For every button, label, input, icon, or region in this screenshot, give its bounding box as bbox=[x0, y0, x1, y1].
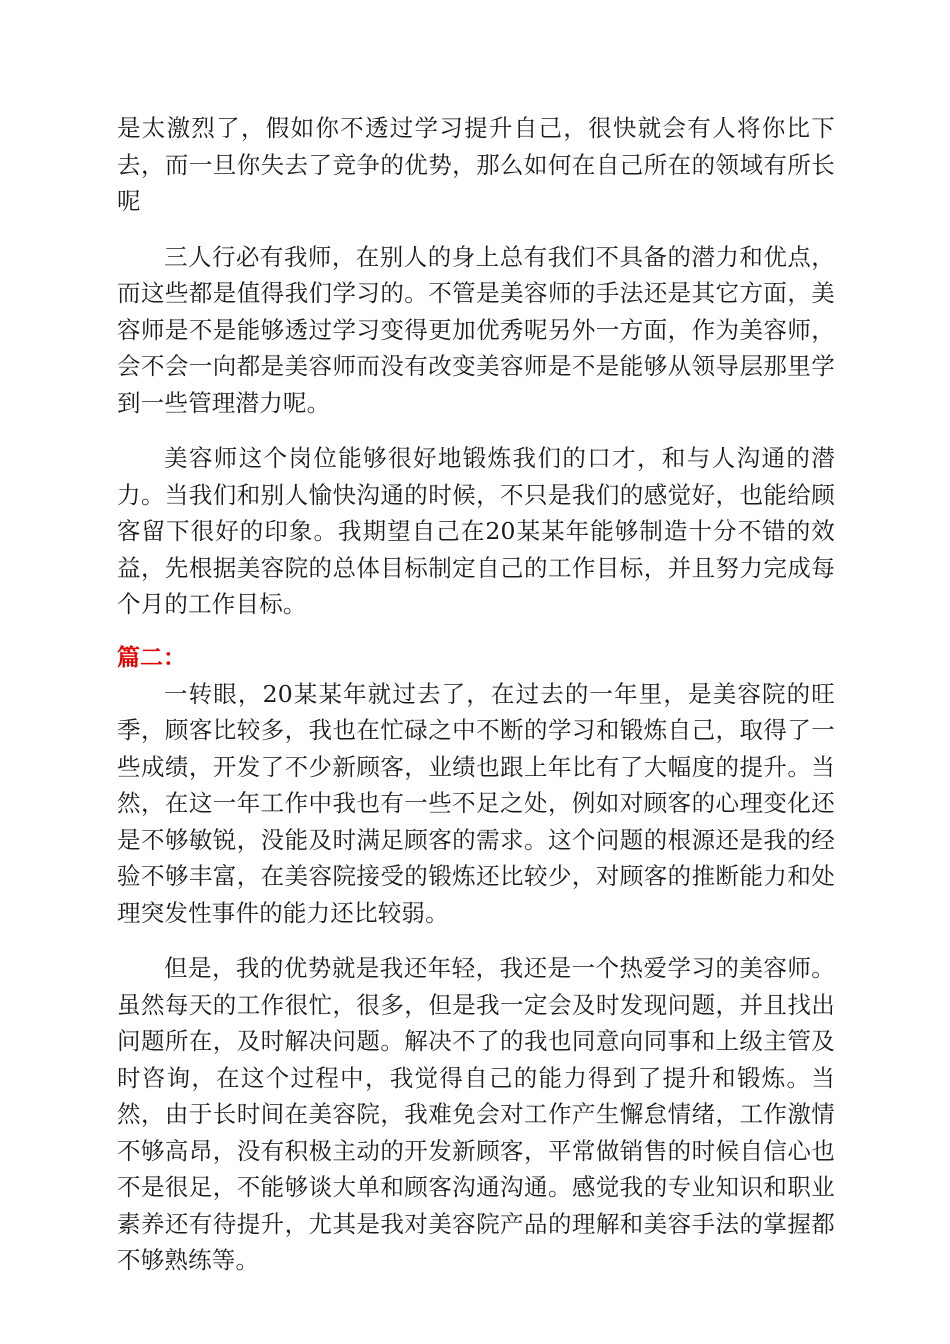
paragraph-communication-goals: 美容师这个岗位能够很好地锻炼我们的口才，和与人沟通的潜力。当我们和别人愉快沟通的时候，不只是我们的感觉好，也能给顾客留下很好的印象。我期望自己在20某某年能够制造十分不错的效益，先根据美容院的总体目标制定自己的工作目标，并且努力完成每个月的工作目标。 bbox=[117, 444, 835, 618]
paragraph-strengths-weaknesses: 但是，我的优势就是我还年轻，我还是一个热爱学习的美容师。虽然每天的工作很忙，很多，但是我一定会及时发现问题，并且找出问题所在，及时解决问题。解决不了的我也同意向同事和上级主管及时咨询，在这个过程中，我觉得自己的能力得到了提升和锻炼。当然，由于长时间在美容院，我难免会对工作产生懈怠情绪，工作激情不够高昂，没有积极主动的开发新顾客，平常做销售的时候自信心也不是很足，不能够谈大单和顾客沟通沟通。感觉我的专业知识和职业素养还有待提升，尤其是我对美容院产品的理解和美容手法的掌握都不够熟练等。 bbox=[117, 954, 835, 1274]
document-page bbox=[117, 110, 835, 1279]
paragraph-continuation: 是太激烈了，假如你不透过学习提升自己，很快就会有人将你比下去，而一旦你失去了竞争的优势，那么如何在自己所在的领域有所长呢 bbox=[117, 114, 835, 215]
paragraph-learning-from-others: 三人行必有我师，在别人的身上总有我们不具备的潜力和优点，而这些都是值得我们学习的。不管是美容师的手法还是其它方面，美容师是不是能够透过学习变得更加优秀呢另外一方面，作为美容师，会不会一向都是美容师而没有改变美容师是不是能够从领导层那里学到一些管理潜力呢。 bbox=[117, 242, 835, 417]
section-heading-part-two: 篇二： bbox=[117, 644, 186, 671]
paragraph-year-review: 一转眼，20某某年就过去了，在过去的一年里，是美容院的旺季，顾客比较多，我也在忙碌之中不断的学习和锻炼自己，取得了一些成绩，开发了不少新顾客，业绩也跟上年比有了大幅度的提升。当然，在这一年工作中我也有一些不足之处，例如对顾客的心理变化还是不够敏锐，没能及时满足顾客的需求。这个问题的根源还是我的经验不够丰富，在美容院接受的锻炼还比较少，对顾客的推断能力和处理突发性事件的能力还比较弱。 bbox=[117, 679, 835, 927]
